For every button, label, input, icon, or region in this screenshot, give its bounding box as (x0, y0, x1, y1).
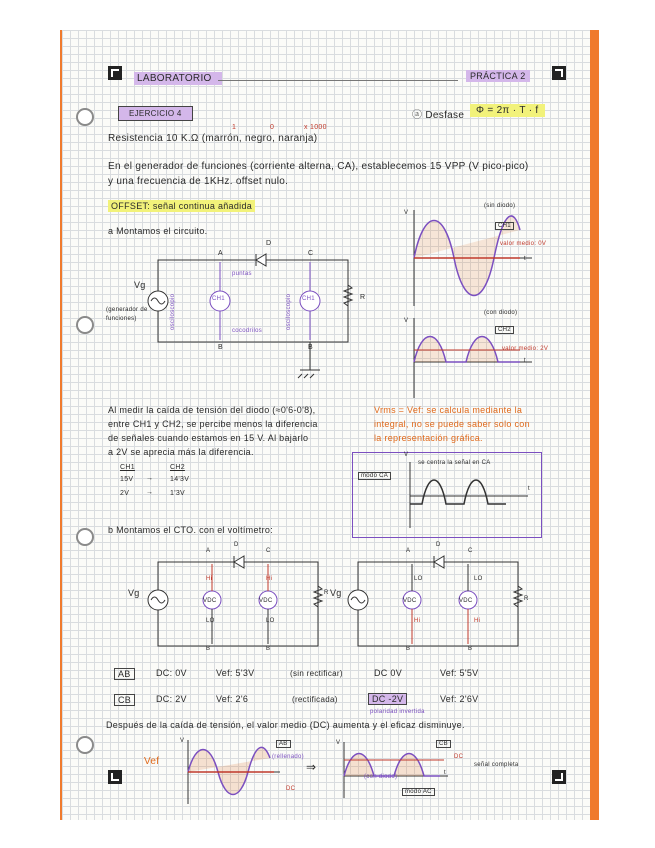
circuit1-ch2: CH1 (302, 296, 315, 302)
result1-tag: AB (114, 668, 135, 680)
bottom-vef: Vef (144, 756, 160, 767)
header-rule (218, 80, 458, 81)
result2-dc: DC: 2V (156, 694, 187, 704)
circuit3-vdc2: VDC (459, 598, 473, 604)
vrms-line-3: la representación gráfica. (374, 433, 483, 443)
color-code-b: 0 (270, 124, 275, 131)
graph1-sin-diodo: (sin diodo) (484, 203, 516, 209)
graph2-valor-medio: valor medio: 2V (502, 346, 549, 352)
circuit1-a: A (218, 250, 223, 257)
circle-a-icon: ⓐ (412, 110, 426, 121)
bottom-v2: V (336, 740, 341, 746)
circuit1-osc1: osciloscopio (170, 293, 176, 330)
arrow-right-icon: → (146, 475, 154, 482)
waveform-ch2 (408, 318, 538, 398)
result2-vef: Vef: 2'6 (216, 694, 249, 704)
corner-mark-icon (552, 66, 566, 80)
result1-vef2: Vef: 5'5V (440, 668, 479, 678)
circuit3-r: R (524, 596, 529, 602)
circuit3-vdc: VDC (403, 598, 417, 604)
circuit1-vg: Vg (134, 280, 146, 290)
page-edge-right (590, 30, 599, 820)
medir-line-4: a 2V se aprecia más la diferencia. (108, 447, 254, 457)
waveform-ch1 (408, 210, 538, 310)
result2-dc2: DC -2V (368, 693, 407, 705)
circuit3-vg: Vg (330, 588, 342, 598)
circuit1-puntas: puntas (232, 271, 252, 277)
circuit3-d: D (436, 542, 441, 548)
result1-dc2: DC 0V (374, 668, 403, 678)
circuit-diagram-3 (330, 556, 530, 656)
circuit2-vdc: VDC (203, 598, 217, 604)
circuit2-d: D (234, 542, 239, 548)
circuit3-lo: LO (414, 576, 423, 582)
binder-ring-icon (76, 736, 94, 754)
circuit2-vdc2: VDC (259, 598, 273, 604)
bottom-senal: señal completa (474, 762, 519, 768)
modo-ca-v: V (404, 452, 409, 458)
color-code-a: 1 (232, 124, 237, 131)
ch-table-r1b: 14'3V (170, 476, 190, 483)
binder-ring-icon (76, 108, 94, 126)
vrms-line-2: integral, no se puede saber solo con (374, 419, 530, 429)
despues-text: Después de la caída de tensión, el valor medio (DC) aumenta y el eficaz disminuye. (106, 720, 465, 730)
vrms-line-1: Vrms = Vef: se calcula mediante la (374, 405, 523, 415)
result1-vef: Vef: 5'3V (216, 668, 255, 678)
circuit-diagram-1 (130, 240, 370, 380)
graph2-con-diodo: (con diodo) (484, 310, 518, 316)
double-arrow-icon: ⇒ (306, 760, 317, 774)
medir-line-1: Al medir la caída de tensión del diodo (≈0'6-0'8), (108, 405, 316, 415)
circuit2-lo: LO (206, 618, 215, 624)
intro-line-2: y una frecuencia de 1KHz. offset nulo. (108, 176, 289, 187)
offset-label: OFFSET: señal continua añadida (108, 200, 255, 212)
circuit2-a: A (206, 548, 211, 554)
result2-note: (rectificada) (292, 695, 338, 704)
waveform-bottom-1 (184, 740, 284, 804)
circuit1-ch1: CH1 (212, 296, 225, 302)
result2-tag: CB (114, 694, 135, 706)
graph2-t: t (524, 358, 526, 364)
practica-header: PRÁCTICA 2 (466, 70, 530, 82)
result2-vef2: Vef: 2'6V (440, 694, 479, 704)
ejercicio-label: EJERCICIO 4 (118, 106, 193, 121)
circuit1-b2: B (308, 344, 313, 351)
intro-line-1: En el generador de funciones (corriente alterna, CA), establecemos 15 VPP (V pico-pico) (108, 161, 529, 172)
circuit3-hi2: Hi (474, 618, 481, 624)
color-code-c: x 1000 (304, 124, 327, 131)
circuit-diagram-2 (130, 556, 330, 656)
circuit1-c: C (308, 250, 314, 257)
graph1-v: V (404, 210, 409, 216)
resistencia-text: Resistencia 10 K.Ω (marrón, negro, naranja) (108, 133, 318, 144)
circuit1-gen: (generador de funciones) (106, 307, 148, 322)
medir-line-2: entre CH1 y CH2, se percibe menos la diferencia (108, 419, 318, 429)
circuit1-osc2: osciloscopio (286, 293, 292, 330)
corner-mark-icon (552, 770, 566, 784)
circuit1-cocodrilos: cocodrilos (232, 328, 263, 334)
result1-note: (sin rectificar) (290, 669, 343, 678)
bottom-modo-ac: modo AC (402, 788, 435, 796)
circuit2-b: B (206, 646, 211, 652)
binder-ring-icon (76, 316, 94, 334)
graph2-ch2: CH2 (495, 326, 514, 334)
circuit3-hi: Hi (414, 618, 421, 624)
step-a-label: a Montamos el circuito. (108, 226, 208, 236)
modo-ca-label: modo CA (358, 472, 391, 480)
bottom-con-diodo: (con diodo) (364, 774, 398, 780)
circuit1-b: B (218, 344, 223, 351)
lab-header: LABORATORIO (134, 72, 222, 85)
bottom-cb: CB (436, 740, 451, 748)
modo-ca-note: se centra la señal en CA (418, 460, 491, 466)
corner-mark-icon (108, 770, 122, 784)
ch-table-r2a: 2V (120, 490, 130, 497)
circuit1-r: R (360, 294, 366, 301)
binder-ring-icon (76, 528, 94, 546)
circuit3-lo2: LO (474, 576, 483, 582)
circuit2-b2: B (266, 646, 271, 652)
circuit2-hi: Hi (206, 576, 213, 582)
step-b-label: b Montamos el CTO. con el voltímetro: (108, 525, 273, 535)
result1-dc: DC: 0V (156, 668, 187, 678)
corner-mark-icon (108, 66, 122, 80)
ch-table-h1: CH1 (120, 464, 135, 471)
result2-sub: polaridad invertida (370, 709, 425, 715)
circuit2-vg: Vg (128, 588, 140, 598)
graph1-t: t (524, 256, 526, 262)
ch-table-h2: CH2 (170, 464, 185, 471)
circuit1-d: D (266, 240, 272, 247)
desfase-formula: Φ = 2π · T · f (470, 104, 545, 117)
arrow-right-icon: → (146, 489, 154, 496)
bottom-dc1: DC (286, 786, 296, 792)
circuit2-r: R (324, 590, 329, 596)
circuit3-b2: B (468, 646, 473, 652)
graph2-v: V (404, 318, 409, 324)
bottom-dc2: DC (454, 754, 464, 760)
circuit3-c: C (468, 548, 473, 554)
bottom-v1: V (180, 738, 185, 744)
bottom-t: t (444, 770, 446, 776)
bottom-ab: AB (276, 740, 291, 748)
waveform-modo-ca (406, 458, 536, 528)
circuit2-hi2: Hi (266, 576, 273, 582)
ch-table-r1a: 15V (120, 476, 134, 483)
modo-ca-t: t (528, 486, 530, 492)
medir-line-3: de señales cuando estamos en 15 V. Al bajarlo (108, 433, 309, 443)
circuit2-c: C (266, 548, 271, 554)
bottom-rellenado: (rellenado) (272, 754, 304, 760)
desfase-label: ⓐ Desfase (412, 110, 465, 121)
graph1-valor-medio: valor medio: 0V (500, 241, 547, 247)
circuit2-lo2: LO (266, 618, 275, 624)
ch-table-r2b: 1'3V (170, 490, 185, 497)
graph1-ch1: CH1 (495, 222, 514, 230)
circuit3-a: A (406, 548, 411, 554)
circuit3-b: B (406, 646, 411, 652)
